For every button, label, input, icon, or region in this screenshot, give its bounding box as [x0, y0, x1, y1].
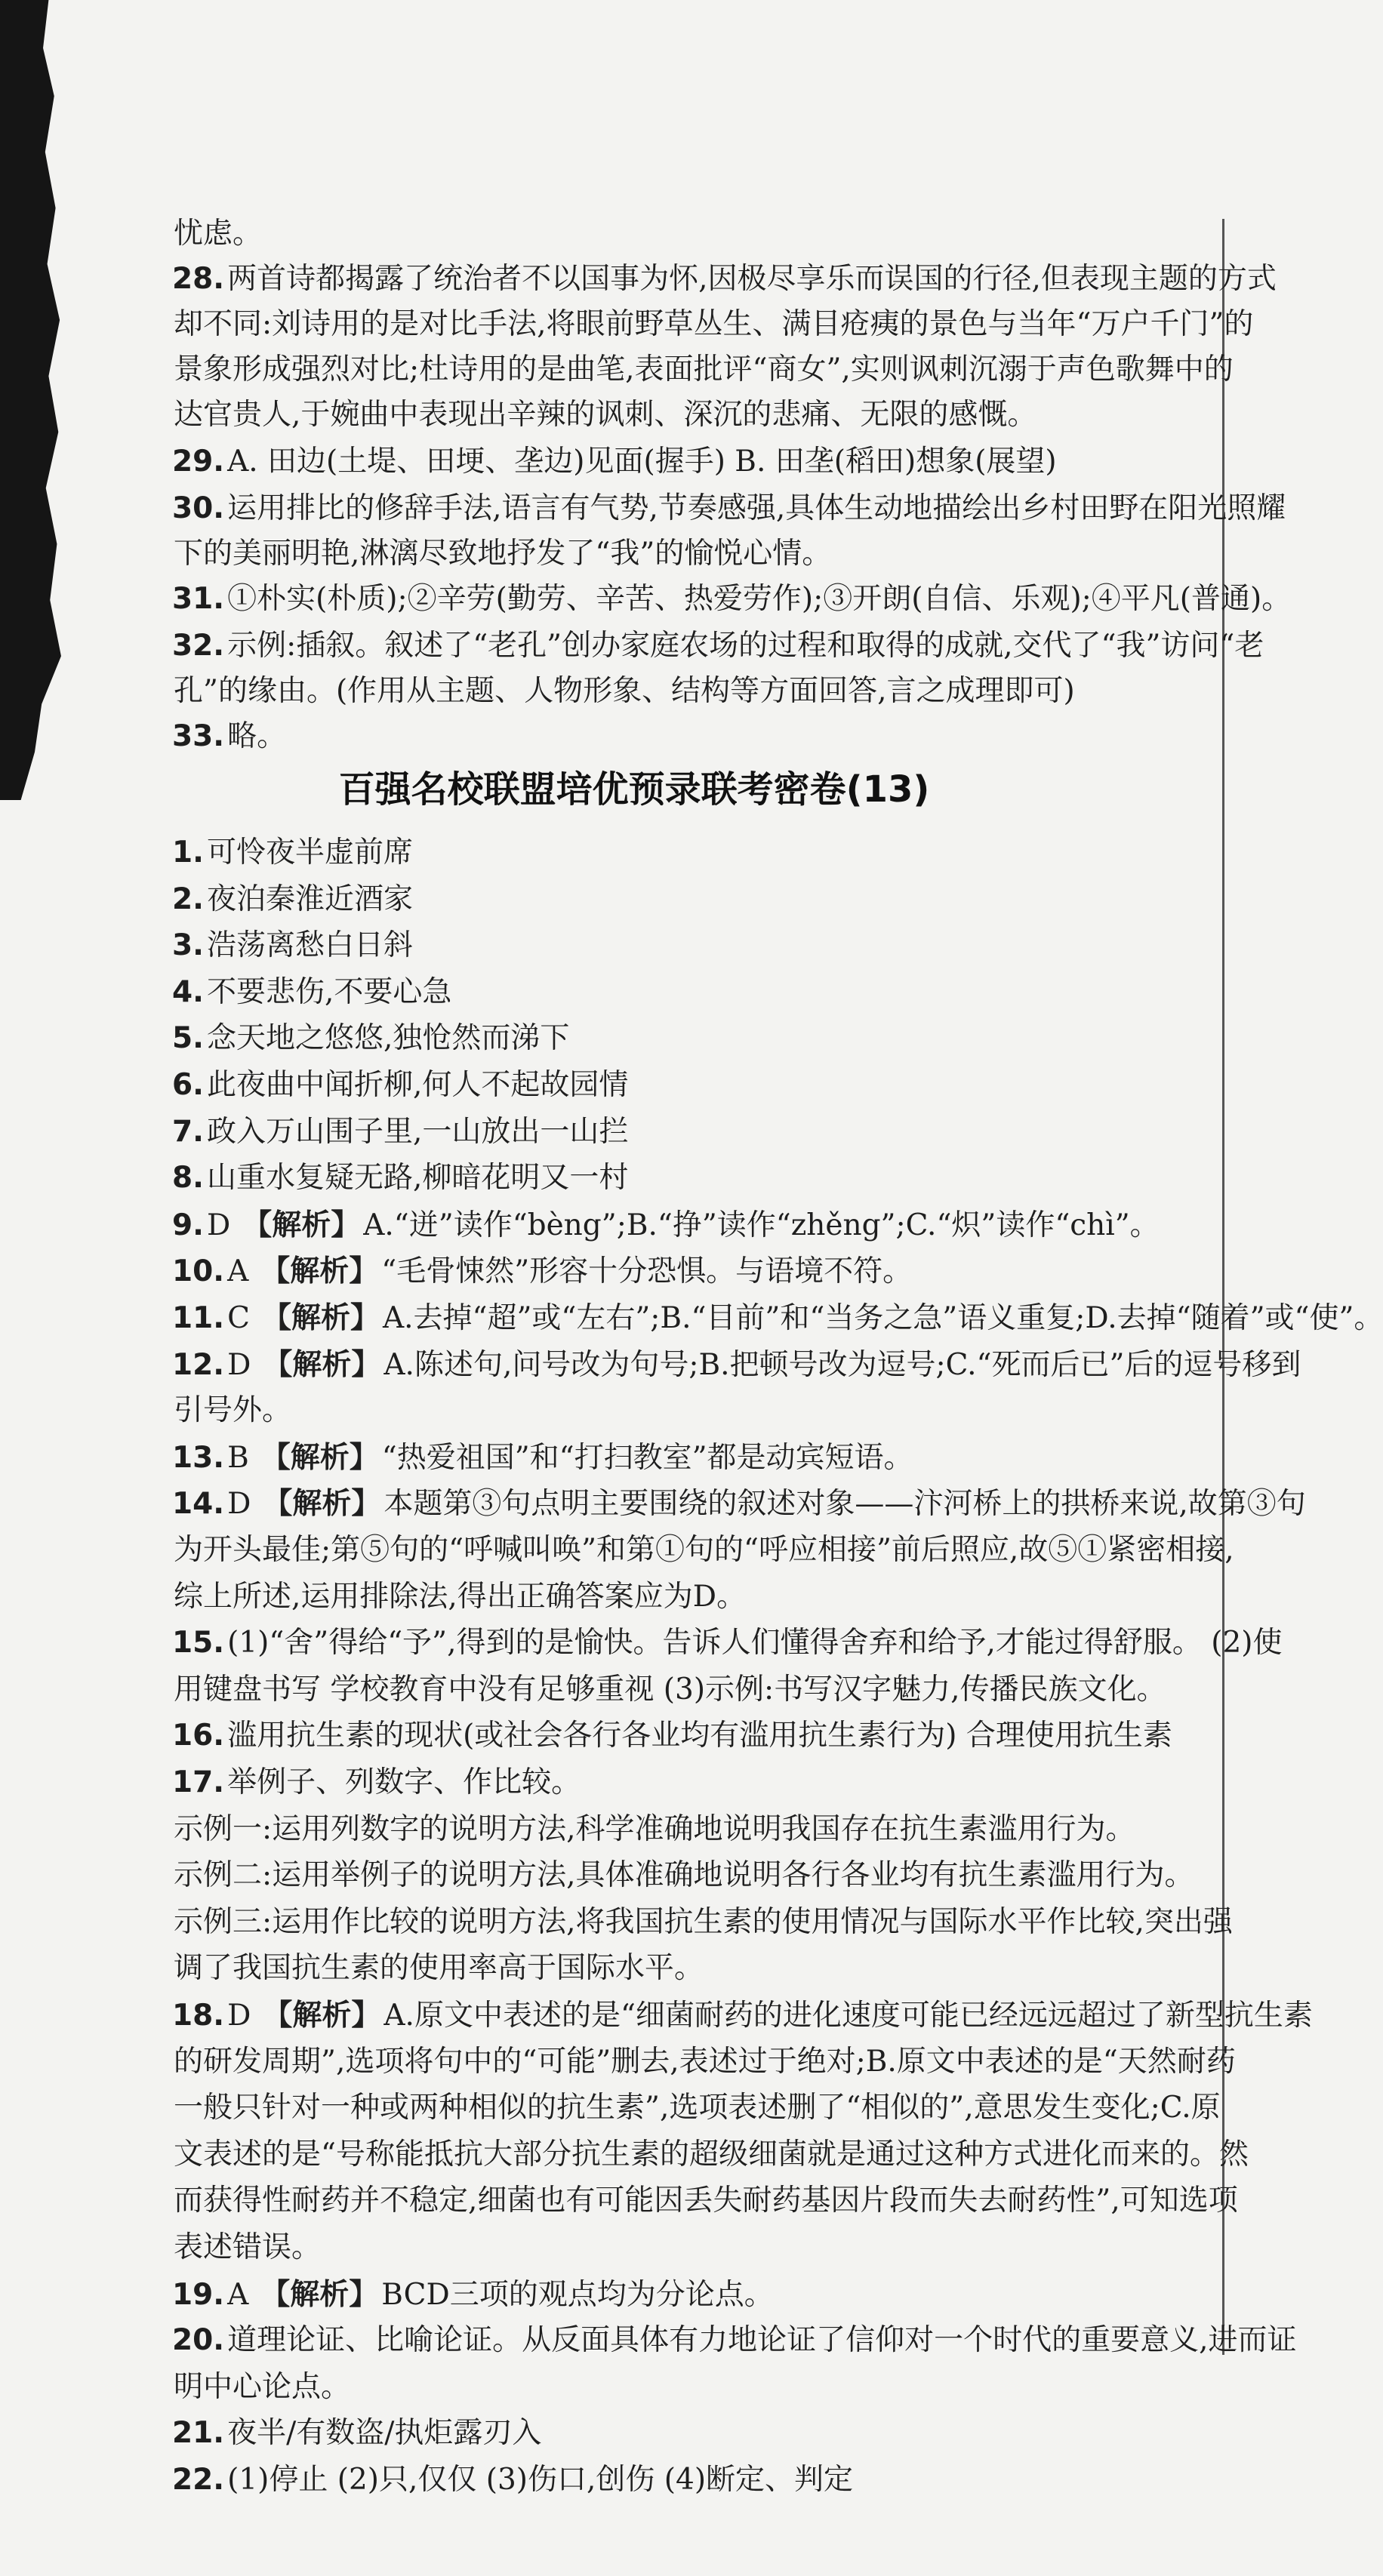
answer-32: 32. 示例:插叙。叙述了“老孔”创办家庭农场的过程和取得的成就,交代了“我”访问“老	[172, 629, 1264, 663]
analysis-text: “毛骨悚然”形容十分恐惧。与语境不符。	[381, 1254, 913, 1288]
section-heading: 百强名校联盟培优预录联考密卷(13)	[338, 768, 930, 811]
analysis-text: A.去掉“超”或“左右”;B.“目前”和“当务之急”语义重复;D.去掉“随着”或“使”。	[382, 1301, 1383, 1335]
answer-text: A	[227, 1254, 249, 1288]
answer-text: 一般只针对一种或两种相似的抗生素”,选项表述删了“相似的”,意思发生变化;C.原	[174, 2091, 1221, 2125]
analysis-tag: 【解析】	[263, 1486, 381, 1521]
answer-item	[172, 1342, 1301, 1388]
answer-text: 举例子、列数字、作比较。	[227, 1765, 581, 1799]
answer-text: 明中心论点。	[174, 2370, 351, 2404]
answer-item	[172, 1156, 1244, 1201]
question-number: 1.	[172, 836, 204, 869]
analysis-text: 本题第③句点明主要围绕的叙述对象——汴河桥上的拱桥来说,故第③句	[383, 1487, 1306, 1521]
answer-text: 用键盘书写 学校教育中没有足够重视 (3)示例:书写汉字魅力,传播民族文化。	[174, 1673, 1166, 1707]
analysis-tag: 【解析】	[263, 1998, 381, 2033]
answer-line	[174, 1574, 1246, 1620]
answer-line: 却不同:刘诗用的是对比手法,将眼前野草丛生、满目疮痍的景色与当年“万户千门”的	[174, 307, 1254, 341]
answer-item	[172, 1063, 1244, 1108]
analysis-tag: 【解析】	[260, 1440, 379, 1475]
question-number: 19.	[172, 2278, 225, 2312]
answer-text: 的研发周期”,选项将句中的“可能”删去,表述过于绝对;B.原文中表述的是“天然耐药	[174, 2045, 1236, 2079]
answer-33: 33. 略。	[172, 719, 287, 753]
torn-page-edge	[0, 0, 69, 800]
answer-text: 夜泊秦淮近酒家	[206, 882, 413, 916]
answer-text: 念天地之悠悠,独怆然而涕下	[206, 1021, 570, 1055]
answer-text: 可怜夜半虚前席	[206, 836, 413, 869]
answer-text: 为开头最佳;第⑤句的“呼喊叫唤”和第①句的“呼应相接”前后照应,故⑤①紧密相接,	[174, 1533, 1234, 1567]
answer-text: D	[227, 1348, 251, 1382]
answer-text: 山重水复疑无路,柳暗花明又一村	[206, 1161, 629, 1195]
answer-item	[172, 1713, 1244, 1759]
answer-line: 景象形成强烈对比;杜诗用的是曲笔,表面批评“商女”,实则讽刺沉溺于声色歌舞中的	[174, 352, 1234, 386]
answer-text: 文表述的是“号称能抵抗大部分抗生素的超级细菌就是通过这种方式进化而来的。然	[174, 2137, 1249, 2171]
question-number: 4.	[172, 975, 204, 1009]
analysis-text: BCD三项的观点均为分论点。	[381, 2278, 774, 2312]
question-number: 15.	[172, 1626, 225, 1660]
answer-item	[172, 1016, 1244, 1061]
question-number: 8.	[172, 1161, 204, 1195]
answer-line	[174, 1388, 1246, 1433]
analysis-text: A.原文中表述的是“细菌耐药的进化速度可能已经远远超过了新型抗生素	[383, 1999, 1313, 2033]
question-number: 6.	[172, 1068, 204, 1102]
question-number: 20.	[172, 2323, 225, 2357]
question-number: 22.	[172, 2463, 225, 2497]
answer-line: 下的美丽明艳,淋漓尽致地抒发了“我”的愉悦心情。	[174, 537, 832, 571]
question-number: 3.	[172, 928, 204, 962]
answer-line	[174, 2365, 1246, 2410]
analysis-tag: 【解析】	[260, 1254, 379, 1288]
answer-line	[174, 2225, 1246, 2270]
question-number: 9.	[172, 1208, 204, 1242]
answer-text: 调了我国抗生素的使用率高于国际水平。	[174, 1951, 704, 1985]
answer-item	[172, 2411, 1244, 2456]
answer-text: D	[227, 1487, 251, 1521]
answer-29: 29. A. 田边(土堤、田埂、垄边)见面(握手) B. 田垄(稻田)想象(展望)	[172, 445, 1057, 479]
answer-item	[172, 1993, 1313, 2039]
analysis-text: A.陈述句,问号改为句号;B.把顿号改为逗号;C.“死而后已”后的逗号移到	[383, 1348, 1301, 1382]
answer-text: (1)“舍”得给“予”,得到的是愉快。告诉人们懂得舍弃和给予,才能过得舒服。 (2)使	[227, 1626, 1283, 1660]
answer-text: A	[227, 2278, 249, 2312]
answer-line	[174, 1900, 1246, 1945]
question-number: 17.	[172, 1765, 225, 1799]
answer-line	[174, 2132, 1249, 2177]
answer-text: 滥用抗生素的现状(或社会各行各业均有滥用抗生素行为) 合理使用抗生素	[227, 1719, 1172, 1753]
answer-text: (1)停止 (2)只,仅仅 (3)伤口,创伤 (4)断定、判定	[227, 2463, 854, 2497]
answer-item	[172, 1481, 1306, 1527]
answer-text: 政入万山围子里,一山放出一山拦	[206, 1115, 629, 1149]
answer-text: 示例二:运用举例子的说明方法,具体准确地说明各行各业均有抗生素滥用行为。	[174, 1858, 1194, 1892]
answer-item	[172, 2458, 1244, 2503]
analysis-text: A.“迸”读作“bèng”;B.“挣”读作“zhěng”;C.“炽”读作“chì”。	[363, 1208, 1160, 1242]
answer-item	[172, 830, 1244, 876]
question-number: 14.	[172, 1487, 225, 1521]
analysis-tag: 【解析】	[261, 1300, 380, 1335]
answer-item	[172, 923, 1244, 968]
answer-text: 综上所述,运用排除法,得出正确答案应为D。	[174, 1580, 747, 1614]
answer-line	[174, 2085, 1246, 2131]
answer-text: 不要悲伤,不要心急	[206, 975, 452, 1009]
analysis-tag: 【解析】	[263, 1347, 381, 1382]
question-number: 12.	[172, 1348, 225, 1382]
answer-text: 引号外。	[174, 1393, 292, 1427]
answer-30: 30. 运用排比的修辞手法,语言有气势,节奏感强,具体生动地描绘出乡村田野在阳光照耀	[172, 491, 1286, 525]
answer-item	[172, 970, 1244, 1015]
answer-item	[172, 1109, 1244, 1155]
answer-item	[172, 1435, 1244, 1481]
analysis-tag: 【解析】	[242, 1208, 361, 1242]
question-number: 18.	[172, 1999, 225, 2033]
question-number: 5.	[172, 1021, 204, 1055]
question-number: 11.	[172, 1301, 225, 1335]
answer-item	[172, 2318, 1297, 2363]
answer-line: 孔”的缘由。(作用从主题、人物形象、结构等方面回答,言之成理即可)	[174, 674, 1075, 708]
answer-item	[172, 1248, 1244, 1294]
answer-text: D	[227, 1999, 251, 2033]
answer-line	[174, 1807, 1246, 1852]
answer-line	[174, 1946, 1246, 1991]
answer-item	[172, 1760, 1244, 1805]
answer-text: 示例三:运用作比较的说明方法,将我国抗生素的使用情况与国际水平作比较,突出强	[174, 1905, 1233, 1939]
analysis-text: “热爱祖国”和“打扫教室”都是动宾短语。	[381, 1441, 913, 1475]
answer-text: 夜半/有数盗/执炬露刃入	[227, 2416, 542, 2450]
answer-text: 道理论证、比喻论证。从反面具体有力地论证了信仰对一个时代的重要意义,进而证	[227, 2323, 1297, 2357]
answer-31: 31. ①朴实(朴质);②辛劳(勤劳、辛苦、热爱劳作);③开朗(自信、乐观);④平凡(普通)。	[172, 582, 1292, 616]
analysis-tag: 【解析】	[260, 2277, 379, 2312]
answer-text: D	[206, 1208, 231, 1242]
answer-text: 而获得性耐药并不稳定,细菌也有可能因丢失耐药基因片段而失去耐药性”,可知选项	[174, 2184, 1238, 2217]
answer-text: 浩荡离愁白日斜	[206, 928, 413, 962]
answer-line: 忧虑。	[174, 217, 263, 251]
question-number: 21.	[172, 2416, 225, 2450]
answer-text: B	[227, 1441, 249, 1475]
answer-item	[172, 2272, 1244, 2318]
question-number: 16.	[172, 1719, 225, 1753]
answer-line	[174, 2178, 1246, 2224]
question-number: 7.	[172, 1115, 204, 1149]
answer-text: 表述错误。	[174, 2230, 322, 2264]
answer-item	[172, 1620, 1283, 1666]
answer-item	[172, 1295, 1383, 1341]
answer-item	[172, 1202, 1244, 1248]
answer-line	[174, 2039, 1246, 2085]
answer-line	[174, 1528, 1246, 1573]
answer-line: 达官贵人,于婉曲中表现出辛辣的讽刺、深沉的悲痛、无限的感慨。	[174, 398, 1037, 432]
answer-text: C	[227, 1301, 250, 1335]
answer-text: 示例一:运用列数字的说明方法,科学准确地说明我国存在抗生素滥用行为。	[174, 1812, 1135, 1846]
question-number: 10.	[172, 1254, 225, 1288]
answer-line	[174, 1853, 1246, 1898]
question-number: 2.	[172, 882, 204, 916]
question-number: 13.	[172, 1441, 225, 1475]
answer-28: 28. 两首诗都揭露了统治者不以国事为怀,因极尽享乐而误国的行径,但表现主题的方式	[172, 262, 1277, 296]
answer-line	[174, 1667, 1246, 1713]
answer-text: 此夜曲中闻折柳,何人不起故园情	[206, 1068, 629, 1102]
answer-item	[172, 877, 1244, 922]
